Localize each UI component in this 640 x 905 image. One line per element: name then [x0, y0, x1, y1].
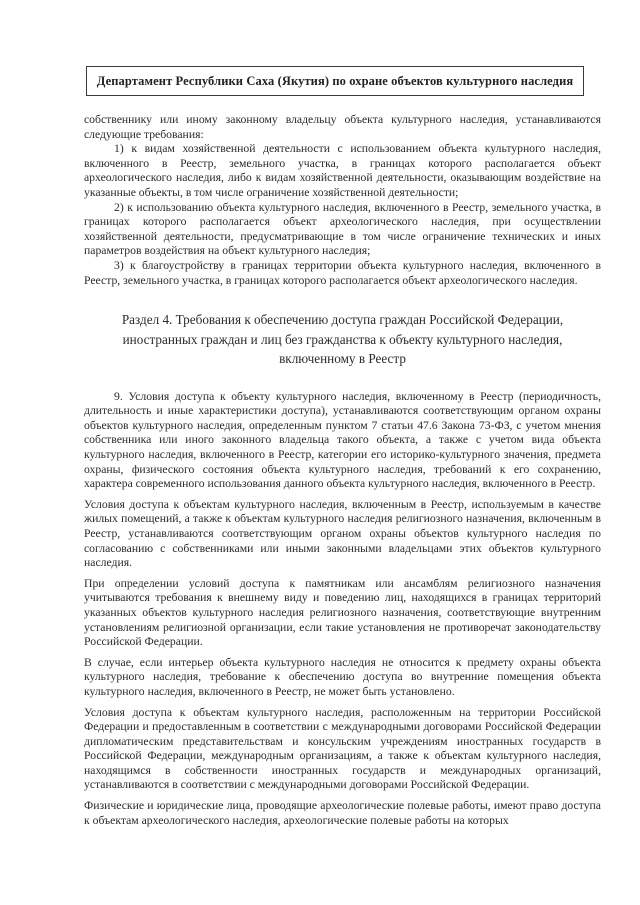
document-body — [84, 113, 601, 828]
paragraph-interior: В случае, если интерьер объекта культурного наследия не относится к предмету охраны объекта культурного наследия, требование к обеспечению доступа во внутренние помещения объекта культурного наследия, включенного в Реестр, не может быть установлено. — [84, 655, 601, 698]
requirement-item-3: 3) к благоустройству в границах территории объекта культурного наследия, включенного в Реестр, земельного участка, в границах которого располагается объект археологического наследия. — [84, 258, 601, 287]
section-title: Раздел 4. Требования к обеспечению доступа граждан Российской Федерации, иностранных граждан и лиц без гражданства к объекту культурного наследия, включенному в Реестр — [121, 312, 564, 367]
intro-paragraph: собственнику или иному законному владельцу объекта культурного наследия, устанавливаются следующие требования: — [84, 113, 601, 141]
paragraph-access-religious: При определении условий доступа к памятникам или ансамблям религиозного назначения учитываются требования к внешнему виду и поведению лиц, находящихся в границах территорий указанных объектов культурного наследия религиозного назначения, соответствующие внутренним установлениям религиозной организации, если такие установления не противоречат законодательству Российской Федерации. — [84, 576, 601, 649]
page-header: Департамент Республики Саха (Якутия) по охране объектов культурного наследия — [86, 66, 584, 96]
paragraph-archaeological: Физические и юридические лица, проводящие археологические полевые работы, имеют право доступа к объектам археологического наследия, археологические полевые работы на которых — [84, 799, 601, 827]
paragraph-access-residential: Условия доступа к объектам культурного наследия, включенным в Реестр, используемым в качестве жилых помещений, а также к объектам культурного наследия религиозного назначения, включенным в Реестр, устанавливаются соответствующим органом охраны объектов культурного наследия по согласованию с собственниками или иными законными владельцами этих объектов культурного наследия. — [84, 497, 601, 570]
requirement-item-2: 2) к использованию объекта культурного наследия, включенного в Реестр, земельного участка, в границах которого располагается объект археологического наследия, при осуществлении хозяйственной деятельности, предусматривающие в том числе ограничение технических и иных параметров воздействия на объект культурного наследия; — [84, 200, 601, 258]
paragraph-diplomatic: Условия доступа к объектам культурного наследия, расположенным на территории Российской Федерации и предоставленным в соответствии с международными договорами Российской Федерации дипломатическим представительствам и консульским учреждениям иностранных государств в Российской Федерации, международным организациям, а также к объектам культурного наследия, находящимся в собственности иностранных государств и международных организаций, устанавливаются в соответствии с международными договорами Российской Федерации. — [84, 705, 601, 792]
paragraph-9: 9. Условия доступа к объекту культурного наследия, включенному в Реестр (периодичность, длительность и иные характеристики доступа), устанавливаются соответствующим органом охраны объектов культурного наследия, определенным пунктом 7 статьи 47.6 Закона 73-ФЗ, с учетом мнения собственника или иного законного владельца такого объекта, а также с учетом вида объекта культурного наследия, включенного в Реестр, категории его историко-культурного значения, предмета охраны, физического состояния объекта культурного наследия, требований к его сохранению, характера современного использования данного объекта культурного наследия, включенного в Реестр. — [84, 389, 601, 491]
requirement-item-1: 1) к видам хозяйственной деятельности с использованием объекта культурного наследия, включенного в Реестр, земельного участка, в границах которого располагается объект археологического наследия, либо к видам хозяйственной деятельности, оказывающим воздействие на указанные объекты, в том числе ограничение хозяйственной деятельности; — [84, 142, 601, 199]
